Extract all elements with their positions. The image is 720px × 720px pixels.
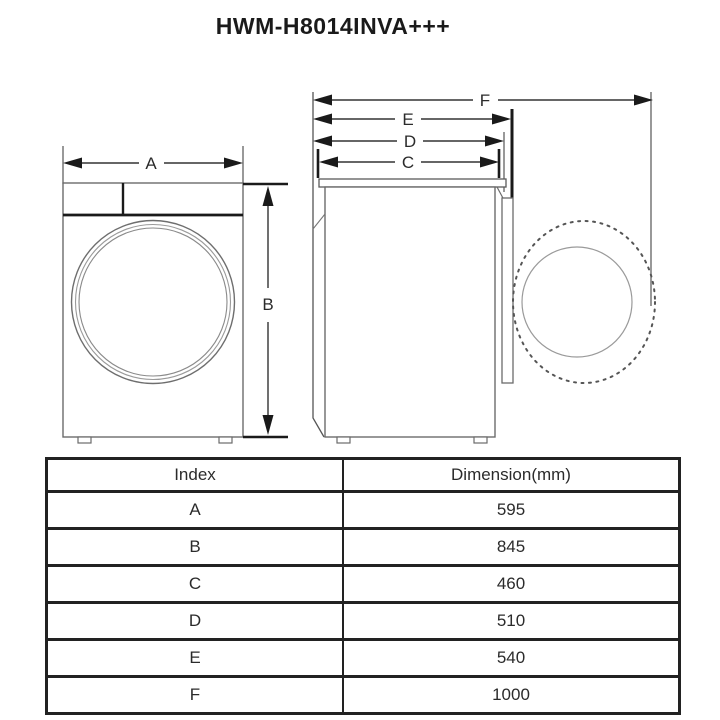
index-cell: A (47, 492, 344, 529)
front-view (63, 146, 288, 443)
dim-label-b: B (262, 295, 274, 314)
side-body (325, 187, 495, 437)
dim-line-d (313, 132, 504, 151)
dim-label-c: C (401, 153, 415, 172)
table-row (47, 529, 680, 566)
index-cell: D (47, 603, 344, 640)
header-index: Index (47, 459, 344, 492)
arrow-left-icon (63, 158, 82, 169)
index-cell: E (47, 640, 344, 677)
dim-line-b (243, 184, 288, 437)
table-row (47, 640, 680, 677)
dimension-cell: 510 (343, 603, 680, 640)
dim-label-d: D (403, 132, 417, 151)
dim-line-c (319, 153, 499, 172)
dim-line-e (313, 110, 511, 129)
front-feet (78, 437, 232, 443)
dim-line-f (313, 91, 653, 110)
dim-label-e: E (402, 110, 414, 129)
index-cell: C (47, 566, 344, 603)
dimension-cell: 460 (343, 566, 680, 603)
dim-label-f: F (479, 91, 491, 110)
table-row (47, 492, 680, 529)
table-row (47, 603, 680, 640)
side-top-cover (319, 179, 506, 187)
arrow-right-icon (224, 158, 243, 169)
open-door-edge (502, 198, 513, 383)
door-swing-inner-circle (522, 247, 632, 357)
index-cell: F (47, 677, 344, 714)
arrow-down-icon (263, 415, 274, 435)
table-row (47, 566, 680, 603)
dimension-cell: 1000 (343, 677, 680, 714)
index-cell: B (47, 529, 344, 566)
back-crease (313, 214, 325, 229)
header-dimension: Dimension(mm) (343, 459, 680, 492)
dimension-cell: 595 (343, 492, 680, 529)
side-feet (337, 437, 487, 443)
dim-line-a (63, 154, 243, 173)
table-header-row (47, 459, 680, 492)
arrow-up-icon (263, 186, 274, 206)
dimension-cell: 540 (343, 640, 680, 677)
door-swing-dotted-circle (513, 221, 655, 383)
side-view (313, 91, 655, 443)
page-title: HWM-H8014INVA+++ (215, 13, 451, 39)
table-row (47, 677, 680, 714)
dimension-cell: 845 (343, 529, 680, 566)
dimension-table (45, 457, 681, 715)
dim-label-a: A (145, 154, 157, 173)
